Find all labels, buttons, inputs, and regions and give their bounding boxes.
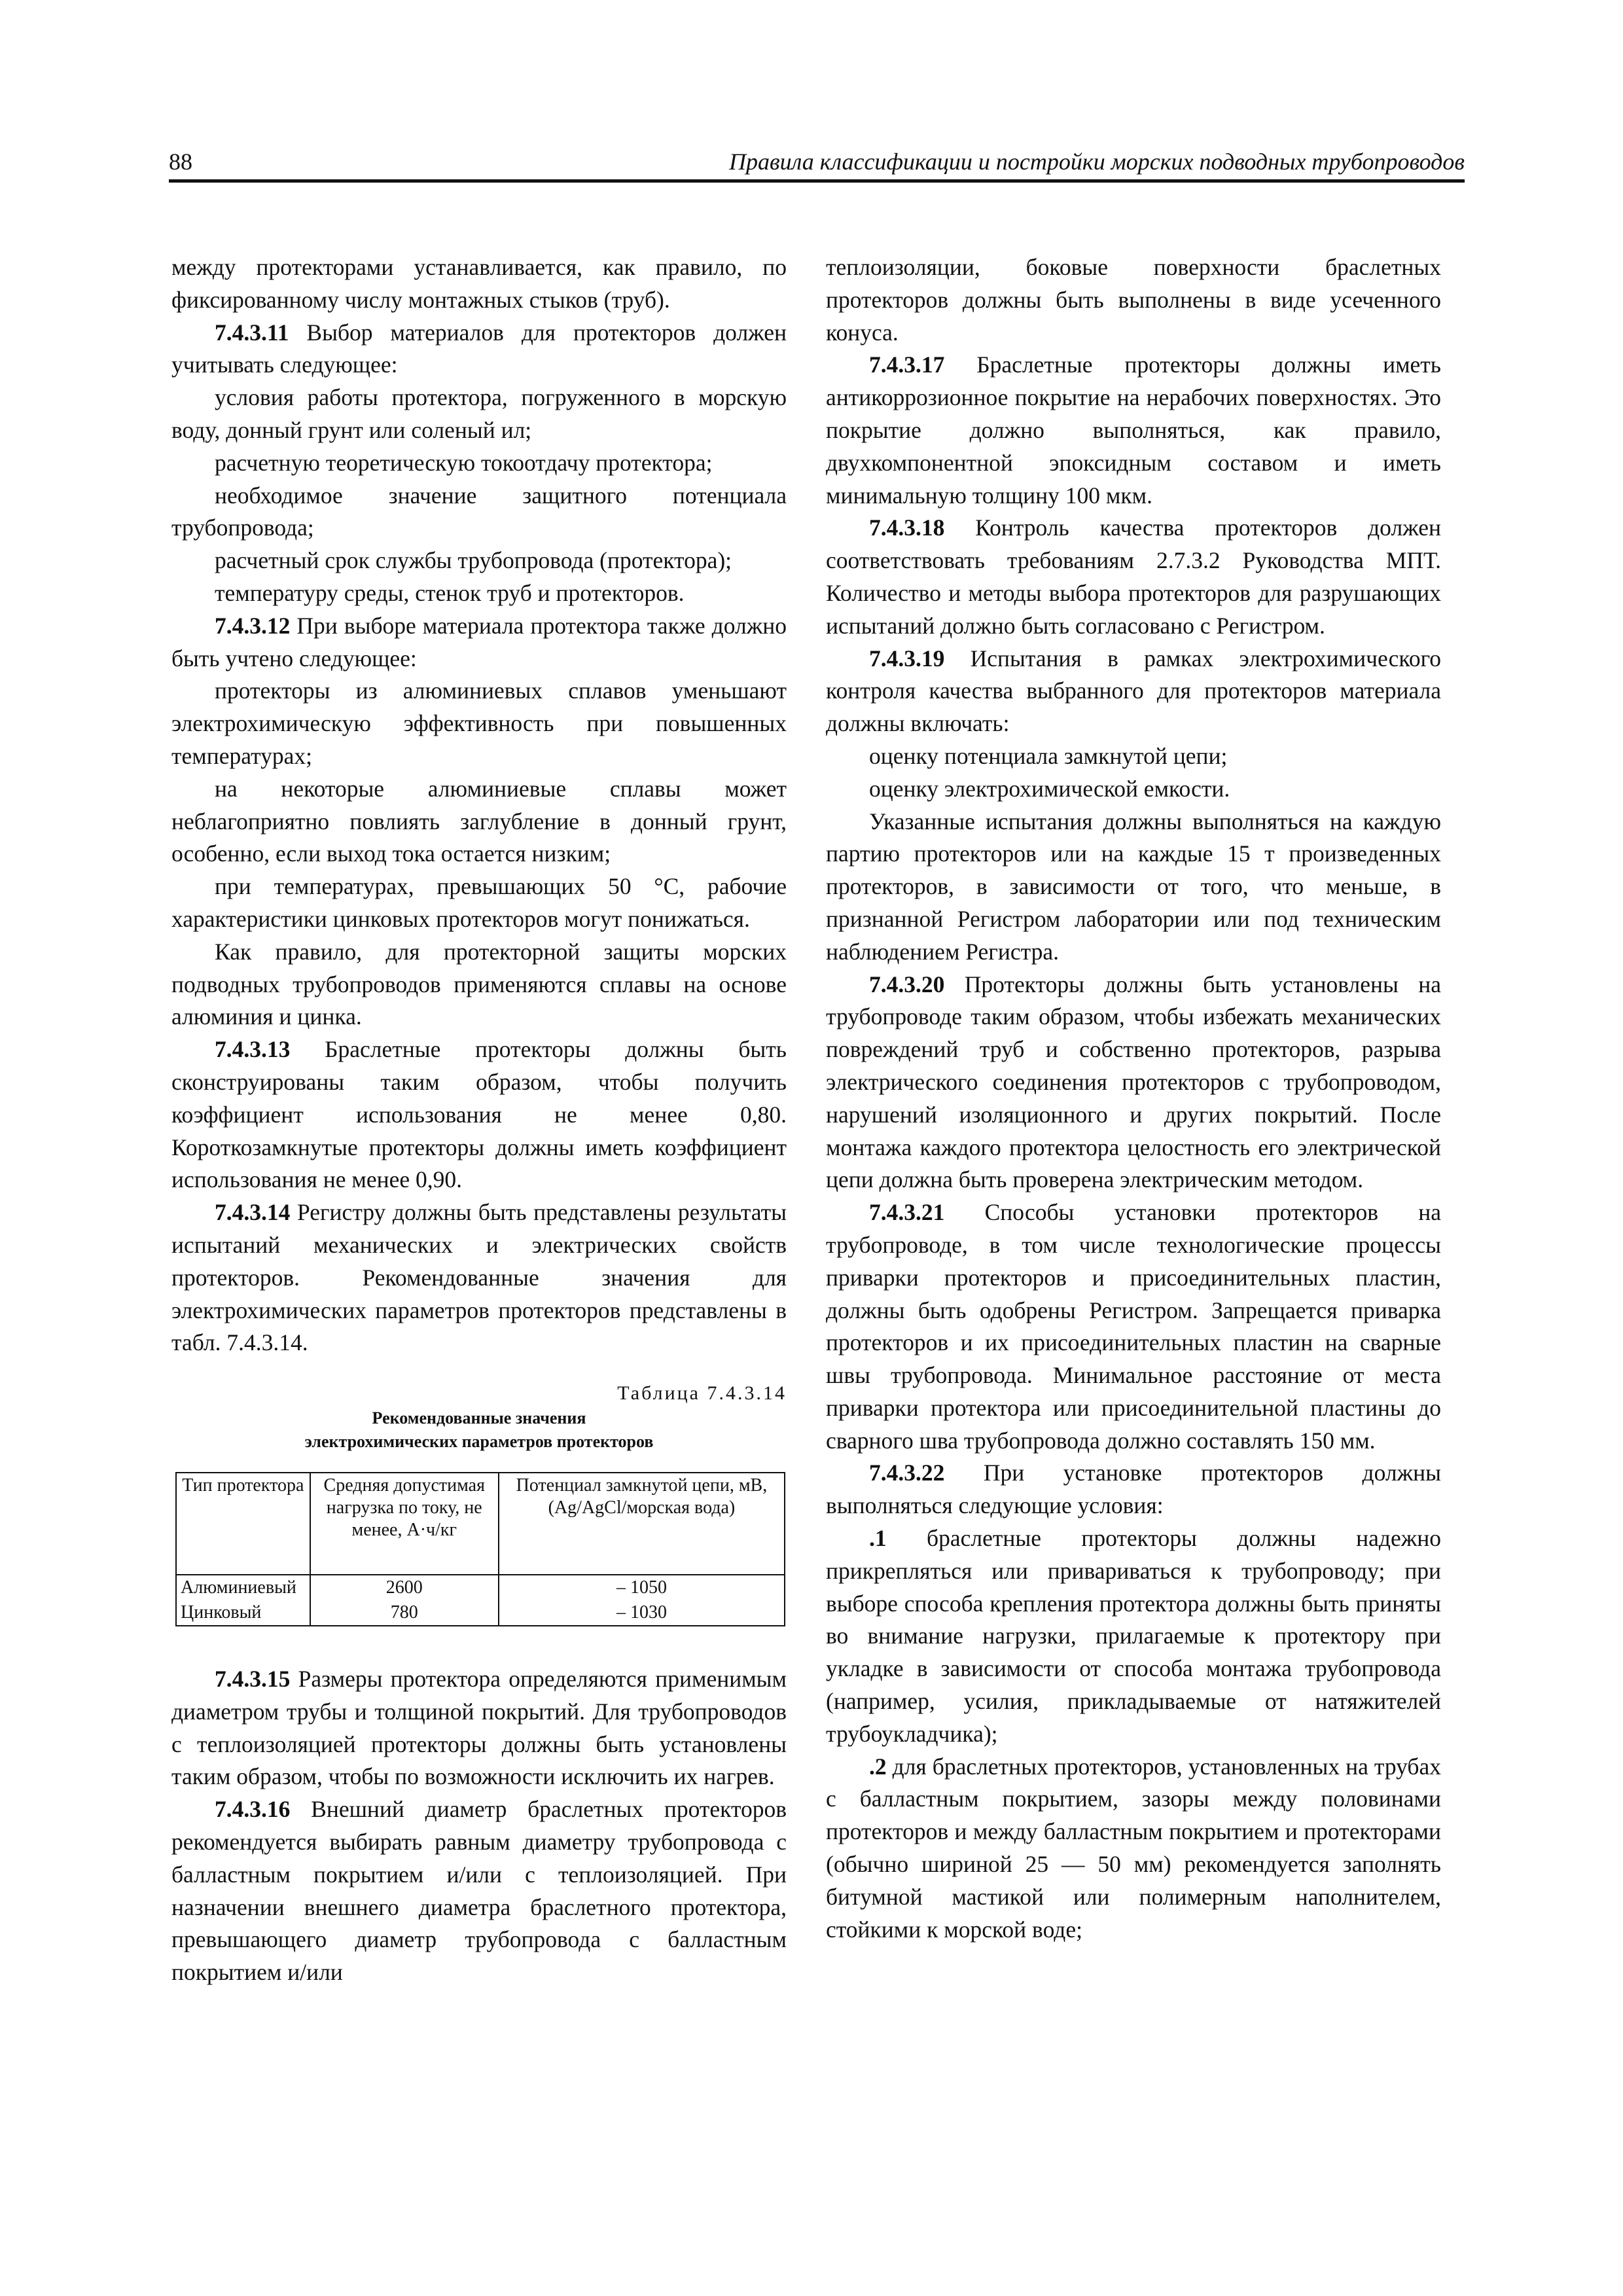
paragraph-text: Размеры протектора определяются применимым диаметром трубы и толщиной покрытий. Для трубопроводов с теплоизоляцией протекторы должны быть установлены таким образом, чтобы по возможности исключить их нагрев. <box>171 1666 787 1790</box>
paragraph-text: Внешний диаметр браслетных протекторов рекомендуется выбирать равным диаметру трубопровода с балластным покрытием и/или с теплоизоляцией. При назначении внешнего диаметра браслетного протектора, превышающего диаметр трубопровода с балластным покрытием и/или <box>171 1796 787 1986</box>
table-cell: Алюминиевый <box>176 1575 310 1600</box>
paragraph-text: для браслетных протекторов, установленных на трубах с балластным покрытием, зазоры между половинами протекторов и между балластным покрытием и протекторами (обычно шириной 25 — 50 мм) рекомендуется заполнять битумной мастикой или полимерным наполнителем, стойкими к морской воде; <box>826 1753 1441 1943</box>
paragraph-text: Браслетные протекторы должны иметь антикоррозионное покрытие на нерабочих поверхностях. Это покрытие должно выполняться, как правило, двухкомпонентной эпоксидным составом и иметь минимальную толщину 100 мкм. <box>826 351 1441 509</box>
section-number: 7.4.3.15 <box>215 1666 291 1693</box>
paragraph-text: Контроль качества протекторов должен соответствовать требованиям 2.7.3.2 Руководства МПТ. Количество и методы выбора протекторов для разрушающих испытаний должно быть согласовано с Регистром. <box>826 514 1441 639</box>
paragraph <box>826 806 1441 969</box>
table-cell: – 1030 <box>499 1600 785 1626</box>
paragraph-text: браслетные протекторы должны надежно прикрепляться или привариваться к трубопроводу; при выборе способа крепления протектора должны быть приняты во внимание нагрузки, прилагаемые к протектору при укладке в зависимости от способа монтажа трубопровода (например, усилия, прикладываемые от натяжителей трубоукладчика); <box>826 1525 1441 1747</box>
paragraph-text: между протекторами устанавливается, как правило, по фиксированному числу монтажных стыков (труб). <box>171 254 787 313</box>
paragraph <box>826 773 1441 806</box>
table-cell: Цинковый <box>176 1600 310 1626</box>
right-column <box>826 251 1441 1946</box>
paragraph <box>171 675 787 772</box>
paragraph-text: на некоторые алюминиевые сплавы может неблагоприятно повлиять заглубление в донный грунт, особенно, если выход тока остается низким; <box>171 775 787 867</box>
section-number: .2 <box>869 1753 887 1780</box>
paragraph <box>171 1663 787 1793</box>
paragraph <box>826 1196 1441 1457</box>
section-number: 7.4.3.13 <box>215 1036 291 1063</box>
paragraph-text: Регистру должны быть представлены результаты испытаний механических и электрических свойств протекторов. Рекомендованные значения для электрохимических параметров протекторов представлены в табл. 7.4.3.14. <box>171 1199 787 1356</box>
paragraph-text: При выборе материала протектора также должно быть учтено следующее: <box>171 612 787 672</box>
section-number: 7.4.3.11 <box>215 319 289 346</box>
paragraph-text: Способы установки протекторов на трубопроводе, в том числе технологические процессы приварки протекторов и присоединительных пластин, должны быть одобрены Регистром. Запрещается приварка протекторов и их присоединительных пластин на сварные швы трубопровода. Минимальное расстояние от места приварки протектора или присоединительной пластины до сварного шва трубопровода должно составлять 150 мм. <box>826 1199 1441 1454</box>
paragraph-text: Браслетные протекторы должны быть сконструированы таким образом, чтобы получить коэффициент использования не менее 0,80. Короткозамкнутые протекторы должны иметь коэффициент использования не менее 0,90. <box>171 1036 787 1193</box>
paragraph <box>171 610 787 675</box>
paragraph-text: необходимое значение защитного потенциала трубопровода; <box>171 482 787 541</box>
paragraph <box>171 870 787 936</box>
section-number: 7.4.3.18 <box>869 514 945 541</box>
table-header-cell: Потенциал замкнутой цепи, мВ, (Ag/AgCl/морская вода) <box>499 1473 785 1575</box>
paragraph-text: расчетный срок службы трубопровода (протектора); <box>215 547 732 574</box>
data-table <box>175 1472 785 1626</box>
table-row <box>176 1600 785 1626</box>
paragraph <box>171 936 787 1033</box>
paragraph <box>171 480 787 545</box>
page-header <box>169 145 1465 183</box>
paragraph-text: При установке протекторов должны выполняться следующие условия: <box>826 1460 1441 1519</box>
paragraph <box>826 643 1441 740</box>
paragraph-text: температуру среды, стенок труб и протекторов. <box>215 579 685 606</box>
section-number: .1 <box>869 1525 887 1552</box>
paragraph <box>826 1457 1441 1522</box>
paragraph-text: Испытания в рамках электрохимического контроля качества выбранного для протекторов материала должны включать: <box>826 645 1441 737</box>
paragraph-text: Протекторы должны быть установлены на трубопроводе таким образом, чтобы избежать механических повреждений труб и собственно протекторов, разрыва электрического соединения протекторов с трубопроводом, нарушений изоляционного и других покрытий. После монтажа каждого протектора целостность его электрической цепи должна быть проверена электрическим методом. <box>826 971 1441 1193</box>
table-cell: 780 <box>310 1600 499 1626</box>
section-number: 7.4.3.20 <box>869 971 945 997</box>
paragraph <box>826 1751 1441 1946</box>
paragraph <box>171 1196 787 1359</box>
paragraph-text: оценку потенциала замкнутой цепи; <box>869 742 1228 769</box>
paragraph <box>171 447 787 480</box>
section-number: 7.4.3.16 <box>215 1796 291 1823</box>
paragraph-text: теплоизоляции, боковые поверхности браслетных протекторов должны быть выполнены в виде усеченного конуса. <box>826 254 1441 346</box>
paragraph <box>171 1793 787 1989</box>
paragraph-text: условия работы протектора, погруженного в морскую воду, донный грунт или соленый ил; <box>171 384 787 443</box>
table-title <box>171 1407 787 1454</box>
paragraph-text: при температурах, превышающих 50 °С, рабочие характеристики цинковых протекторов могут понижаться. <box>171 873 787 932</box>
table-row <box>176 1575 785 1600</box>
section-number: 7.4.3.14 <box>215 1199 291 1226</box>
paragraph-text: оценку электрохимической емкости. <box>869 775 1230 802</box>
paragraph <box>171 317 787 382</box>
table-cell: – 1050 <box>499 1575 785 1600</box>
section-number: 7.4.3.22 <box>869 1460 945 1486</box>
paragraph <box>171 545 787 577</box>
paragraph <box>171 382 787 447</box>
paragraph <box>826 251 1441 349</box>
section-number: 7.4.3.21 <box>869 1199 945 1226</box>
table-header-cell: Тип протектора <box>176 1473 310 1575</box>
right-paragraphs <box>826 251 1441 1946</box>
page-number: 88 <box>169 149 192 175</box>
paragraph <box>171 1033 787 1196</box>
paragraph-text: расчетную теоретическую токоотдачу протектора; <box>215 449 713 476</box>
section-number: 7.4.3.19 <box>869 645 945 672</box>
paragraph <box>826 969 1441 1197</box>
section-number: 7.4.3.17 <box>869 351 945 378</box>
paragraph-text: Выбор материалов для протекторов должен учитывать следующее: <box>171 319 787 378</box>
paragraph <box>826 1522 1441 1751</box>
paragraph <box>826 740 1441 773</box>
table-caption: Таблица 7.4.3.14 <box>617 1382 787 1405</box>
table-cell: 2600 <box>310 1575 499 1600</box>
left-paragraphs-after <box>171 1663 787 1989</box>
table-title-line: Рекомендованные значения <box>372 1408 586 1428</box>
left-paragraphs <box>171 251 787 1359</box>
section-number: 7.4.3.12 <box>215 612 291 639</box>
paragraph-text: протекторы из алюминиевых сплавов уменьшают электрохимическую эффективность при повышенных температурах; <box>171 677 787 769</box>
paragraph-text: Как правило, для протекторной защиты морских подводных трубопроводов применяются сплавы на основе алюминия и цинка. <box>171 938 787 1030</box>
paragraph <box>171 577 787 610</box>
paragraph <box>826 512 1441 642</box>
running-title: Правила классификации и постройки морских подводных трубопроводов <box>729 149 1465 175</box>
paragraph <box>826 349 1441 512</box>
paragraph <box>171 773 787 870</box>
table-header-cell: Средняя допустимая нагрузка по току, не менее, А·ч/кг <box>310 1473 499 1575</box>
paragraph <box>171 251 787 317</box>
left-column <box>171 251 787 1989</box>
table-header-row <box>176 1473 785 1575</box>
table-title-line: электрохимических параметров протекторов <box>304 1432 654 1452</box>
paragraph-text: Указанные испытания должны выполняться на каждую партию протекторов или на каждые 15 т произведенных протекторов, в зависимости от того, что меньше, в признанной Регистром лаборатории или под техническим наблюдением Регистра. <box>826 808 1441 965</box>
